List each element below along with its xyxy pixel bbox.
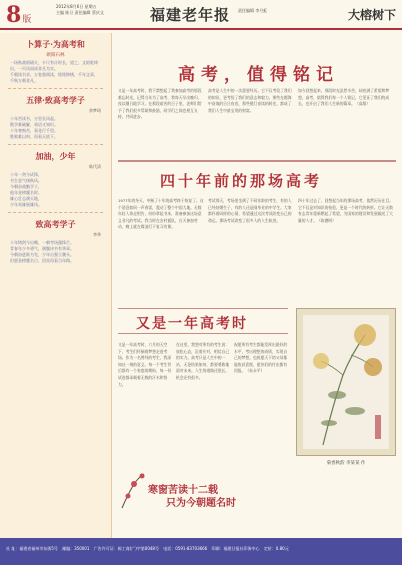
painting-caption: 菊香秋韵 李某某 作 (326, 461, 366, 466)
page-footer (0, 538, 402, 565)
section-name: 大榕树下 (347, 8, 396, 22)
article-2-col-2: 考试那天，考场里坐满了不同年龄的考生，有的人已经结婚生子，有的人还是刚毕业的中学生。大家都怀着同样的心情，希望通过这次考试改变自己的命运。那场考试改变了很多人的人生轨迹。 (208, 198, 292, 223)
article-1-title: 高考，值得铭记 (178, 65, 339, 85)
article-1-col-1: 又是一年高考时，我不禁想起了我参加高考的那段难忘时光。记得当年为了高考，我每天早出晚归，夜以继日地学习。在那段艰苦的日子里，老师们给予了我们很多帮助和鼓励，同学们之间也相互支持，共同进步。 (118, 88, 202, 120)
plum-blossom-icon (118, 470, 148, 510)
footer-item: 广告许可证：闽工商(广)字第0048号 (93, 546, 159, 551)
poetry-sidebar (0, 33, 112, 538)
poem-1-title: 卜算子·为高考和 (26, 39, 85, 49)
article-3-col-3: 祝愿所有考生都能发挥出最好的水平，考出理想的成绩，实现自己的梦想。也祝愿天下的父母都能收获喜悦，愿你们的付出都有回报。（朱永平） (234, 342, 288, 374)
article-3-col-2: 在这里，我想对所有的考生说：放松心态，沉着应对，相信自己的实力。高考只是人生中的一站，无论结果如何，都要勇敢地面对未来。人生的道路还很长，机会还有很多。 (176, 342, 230, 380)
article-2-col-3: 四十年过去了，回想起当年的那场高考，依然历历在目。它不仅是对知识的检验，更是一个时代的转折。它让无数有志青年重新燃起了希望，为国家的建设和发展输送了大量的人才。（陈德明） (298, 198, 393, 223)
editor-meta: 责任编辑 李月虹 (238, 8, 268, 13)
calligraphy-callout: 寒窗苦读十二载 只为今朝题名时 (148, 485, 236, 509)
article-3-title: 又是一年高考时 (136, 316, 248, 332)
footer-item: 社 址：福建省福州市东街5号 (6, 546, 58, 551)
poem-4-text: 十年铸剑今出鞘，一朝考场露锋芒。 青春年少多勇气，满腹诗书有华章。 今朝奋进谁为先，少年自强立潮头。 但愿金榜题名日，回首再看当年路。 (10, 240, 74, 263)
article-3-col-1: 又是一年高考时，六月的天空下，考生们怀揣着梦想走进考场。作为一名曾经的考生，我深知这一刻的意义。每一个考生背后都有一个家庭的期盼，每一份试卷都承载着无数的汗水和努力。 (118, 342, 172, 387)
page-header (0, 0, 402, 30)
article-1-col-2: 高考是人生中的一次重要经历。它不仅考验了我们的知识，更考验了我们的意志和毅力。那些在题海中奋战的日日夜夜，那些挑灯夜读的时光，都成了我们人生中最宝贵的财富。 (208, 88, 292, 113)
poem-1-author: 欧阳石林 (46, 53, 65, 58)
article-2-col-1: 1977年的冬天，中断了十年的高考终于恢复了。这个消息如同一声春雷，震动了整个中国大地。无数年轻人奔走相告，纷纷拿起书本，准备参加这场意义非凡的考试。我当时在农村插队，白天参加劳动，晚上就在煤油灯下复习功课。 (118, 198, 204, 230)
painting-image (296, 308, 396, 456)
article-2-title: 四十年前的那场高考 (160, 172, 323, 190)
chrysanthemum-painting (303, 315, 389, 449)
poem-4-title: 致高考学子 (35, 219, 76, 229)
footer-item: 印刷：福建日报社印务中心 (211, 546, 260, 551)
article-3-header (118, 308, 288, 334)
article-1-col-3: 如今回想起来，那段时光虽然辛苦，却充满了希望和梦想。高考，值得我们每一个人铭记，它见证了我们的成长，也开启了我们人生新的篇章。（高翔） (298, 88, 390, 107)
footer-item: 定价：0.80元 (263, 546, 289, 551)
poem-3-text: 十年一剑今试锋， 书生意气扬秋风。 今朝奋战勤学子， 他年金榜题名时。 雄心壮志满天地， 少年英雄展雄风。 (10, 172, 42, 207)
page-number: 8版 (6, 2, 32, 28)
poem-1-text: 一场秋战烟硝火，卡尺有计时长，望之，文韬乾坤出，一页风雨成非凡为实。 千载读书求，万卷独阅读，铭铭锦绣，千年文章，千秋万载非凡。 (10, 60, 98, 83)
poem-3-title: 加油，少年 (35, 151, 76, 161)
footer-item: 邮编：350001 (62, 546, 90, 551)
poem-2-text: 十年苦读书，万里长风起。 数学难破解，英语又知识。 十年寒窗苦，看花行千里。 胜败难以料，再看天底下。 (10, 116, 58, 139)
footer-item: 电话：0591-83703666 (163, 546, 208, 551)
poem-2-title: 五律·致高考学子 (26, 95, 85, 105)
section-divider (118, 160, 396, 162)
newspaper-title: 福建老年报 (150, 6, 231, 24)
poem-2-author: 余梦琦 (89, 108, 101, 113)
issue-meta: 2012年8月6日 星期五 主编 陈旦 责任编辑 蔡庆文 (56, 4, 104, 15)
poem-3-author: 陈代清 (89, 164, 101, 169)
poem-4-author: 李华 (93, 232, 101, 237)
